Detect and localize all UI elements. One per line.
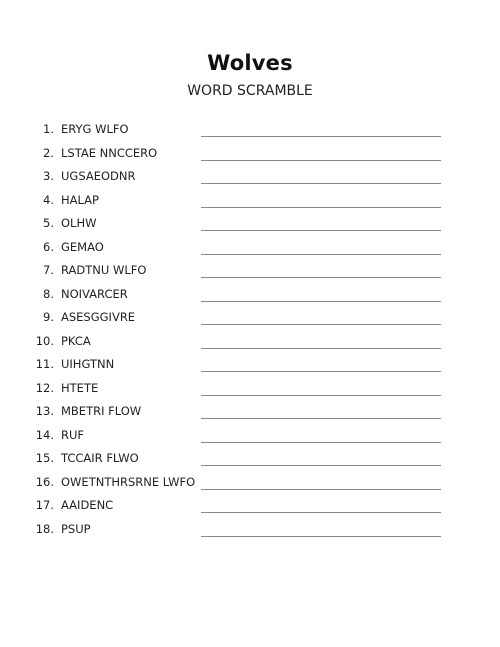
item-number: 3.: [43, 169, 54, 183]
answer-line: [201, 207, 441, 208]
scrambled-word: RUF: [61, 427, 85, 442]
scrambled-word: ERYG WLFO: [61, 122, 129, 136]
item-number: 14.: [35, 427, 54, 442]
answer-line: [201, 254, 441, 255]
item-number: 4.: [43, 192, 54, 207]
item-number: 12.: [35, 380, 54, 395]
item-number: 11.: [35, 357, 54, 371]
answer-line: [201, 348, 441, 349]
scrambled-word: LSTAE NNCCERO: [61, 145, 158, 160]
list-item: [0, 165, 500, 189]
scrambled-word: ASESGGIVRE: [61, 310, 136, 324]
scrambled-word: GEMAO: [61, 239, 104, 254]
list-item: [0, 400, 500, 424]
item-number: 1.: [43, 122, 54, 136]
list-item: [0, 283, 500, 307]
answer-line: [201, 230, 441, 231]
page-title: Wolves: [207, 51, 293, 75]
scrambled-word: AAIDENC: [61, 498, 114, 512]
word-list: [0, 118, 500, 541]
answer-line: [201, 442, 441, 443]
item-number: 7.: [43, 263, 54, 277]
scrambled-word: UGSAEODNR: [61, 169, 136, 183]
scrambled-word: UIHGTNN: [61, 357, 115, 371]
scrambled-word: OWETNTHRSRNE LWFO: [61, 474, 196, 489]
list-item: [0, 424, 500, 448]
answer-line: [201, 277, 441, 278]
list-item: [0, 330, 500, 354]
list-item: [0, 447, 500, 471]
scrambled-word: OLHW: [61, 216, 97, 230]
list-item: [0, 494, 500, 518]
scrambled-word: NOIVARCER: [61, 286, 128, 301]
list-item: [0, 353, 500, 377]
scrambled-word: PSUP: [61, 521, 91, 536]
item-number: 5.: [43, 216, 54, 230]
list-item: [0, 471, 500, 495]
scrambled-word: RADTNU WLFO: [61, 263, 147, 277]
answer-line: [201, 395, 441, 396]
answer-line: [201, 536, 441, 537]
answer-line: [201, 418, 441, 419]
answer-line: [201, 136, 441, 137]
answer-line: [201, 512, 441, 513]
list-item: [0, 142, 500, 166]
list-item: [0, 259, 500, 283]
list-item: [0, 377, 500, 401]
scrambled-word: MBETRI FLOW: [61, 404, 142, 418]
item-number: 6.: [43, 239, 54, 254]
scrambled-word: PKCA: [61, 333, 91, 348]
item-number: 2.: [43, 145, 54, 160]
list-item: [0, 306, 500, 330]
answer-line: [201, 301, 441, 302]
scrambled-word: TCCAIR FLWO: [61, 451, 139, 465]
answer-line: [201, 371, 441, 372]
item-number: 17.: [35, 498, 54, 512]
scrambled-word: HALAP: [61, 192, 99, 207]
answer-line: [201, 183, 441, 184]
item-number: 13.: [35, 404, 54, 418]
list-item: [0, 189, 500, 213]
list-item: [0, 236, 500, 260]
item-number: 9.: [43, 310, 54, 324]
scrambled-word: HTETE: [61, 380, 99, 395]
item-number: 15.: [35, 451, 54, 465]
answer-line: [201, 160, 441, 161]
answer-line: [201, 465, 441, 466]
list-item: [0, 518, 500, 542]
page-subtitle: WORD SCRAMBLE: [187, 83, 313, 99]
list-item: [0, 118, 500, 142]
answer-line: [201, 324, 441, 325]
list-item: [0, 212, 500, 236]
item-number: 10.: [35, 333, 54, 348]
item-number: 18.: [35, 521, 54, 536]
item-number: 16.: [35, 474, 54, 489]
answer-line: [201, 489, 441, 490]
item-number: 8.: [43, 286, 54, 301]
